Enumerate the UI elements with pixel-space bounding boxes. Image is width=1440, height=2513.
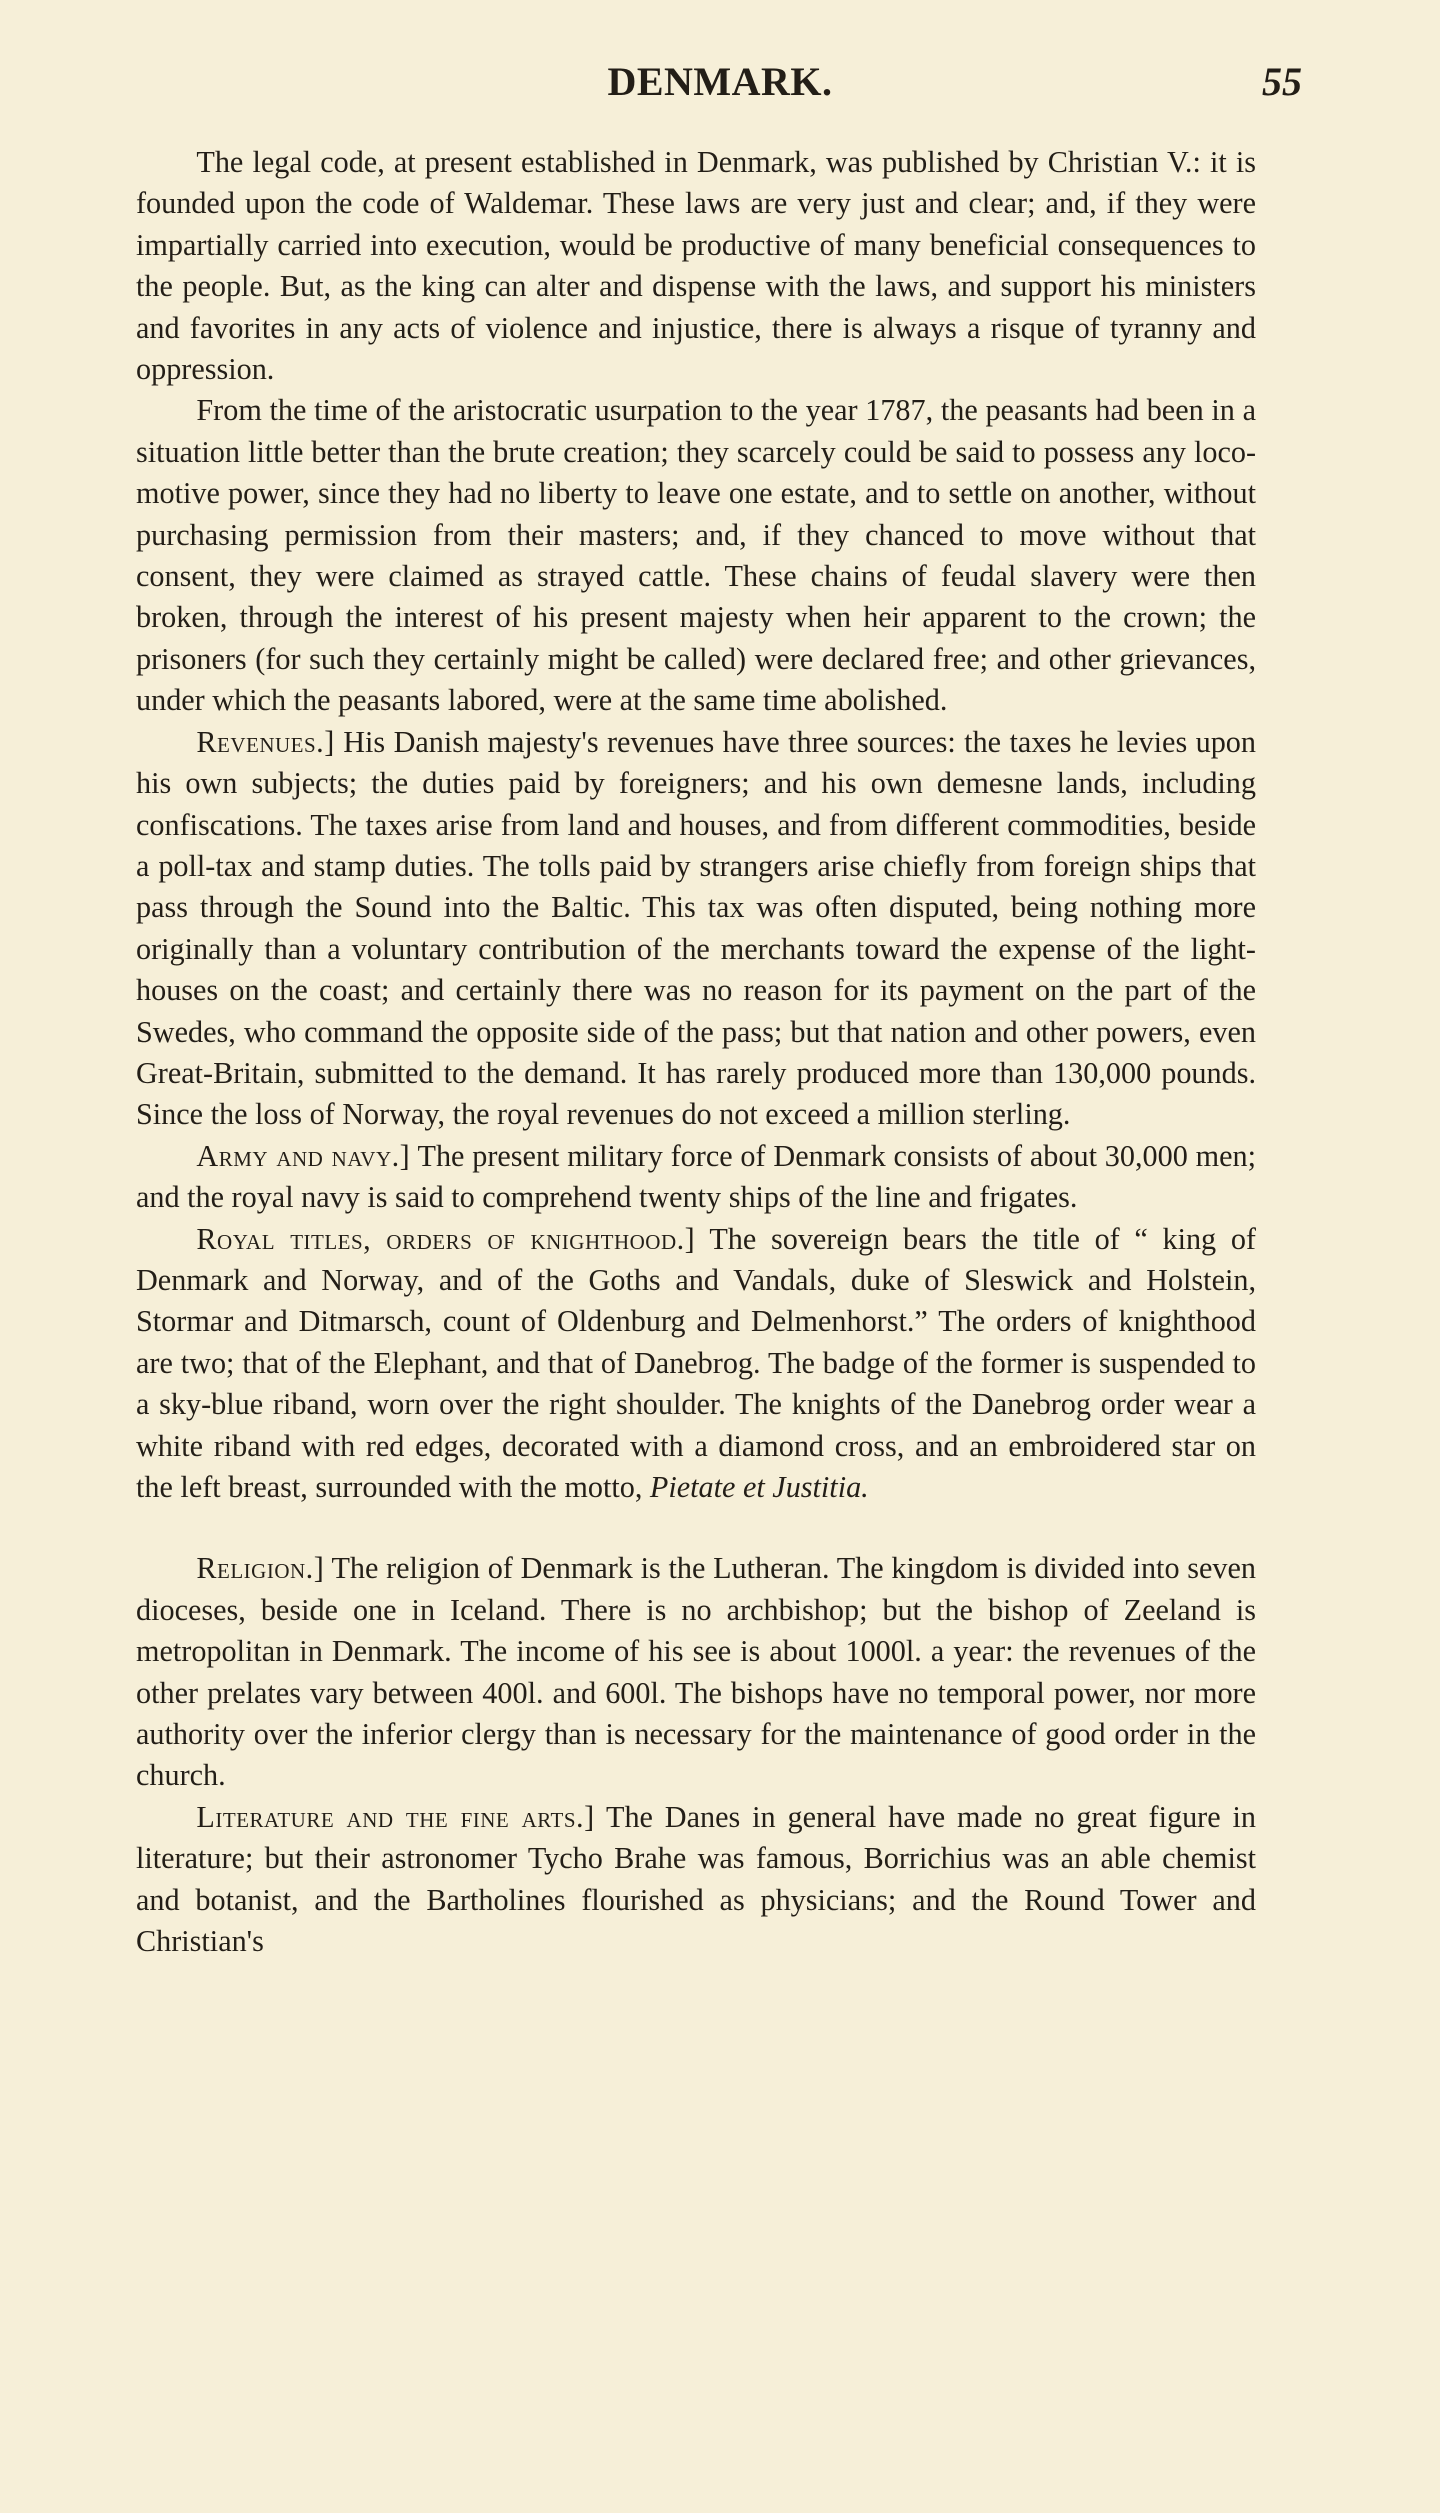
body-text [136, 142, 1256, 1962]
page-header [0, 58, 1440, 118]
paragraph-text: The sovereign bears the title of “ king of Denmark and Norway, and of the Goths and Vandals, duke of Sleswick and Holstein, Stormar and Ditmarsch, count of Oldenburg and Delmenhorst.” The orders of knighthood are two; that of the Elephant, and that of Danebrog. The badge of the former is suspended to a sky-blue riband, worn over the right shoulder. The knights of the Danebrog order wear a white riband with red edges, decorated with a diamond cross, and an embroidered star on the left breast, surrounded with the motto, [136, 1221, 1256, 1504]
paragraph-religion [136, 1548, 1256, 1796]
paragraph-literature [136, 1797, 1256, 1963]
section-heading: Literature and the fine arts.] [196, 1799, 595, 1834]
paragraph-text: His Danish majesty's revenues have three sources: the taxes he levies upon his own subjects; the duties paid by foreigners; and his own demesne lands, including confiscations. The taxes arise from land and houses, and from different commodities, beside a poll-tax and stamp duties. The tolls paid by strangers arise chiefly from foreign ships that pass through the Sound into the Baltic. This tax was often disputed, being nothing more originally than a voluntary contribution of the merchants toward the expense of the light-houses on the coast; and certainly there was no reason for its payment on the part of the Swedes, who command the opposite side of the pass; but that nation and other powers, even Great-Britain, submitted to the demand. It has rarely produced more than 130,000 pounds. Since the loss of Norway, the royal revenues do not exceed a million sterling. [136, 724, 1256, 1132]
page-number: 55 [1262, 59, 1302, 104]
running-title: DENMARK. [607, 59, 833, 104]
paragraph-text: From the time of the aristocratic usurpation to the year 1787, the peasants had been in a situation little better than the brute creation; they scarcely could be said to possess any loco-motive power, since they had no liberty to leave one estate, and to settle on another, without purchasing permission from their masters; and, if they chanced to move without that consent, they were claimed as strayed cattle. These chains of feudal slavery were then broken, through the interest of his present majesty when heir apparent to the crown; the prisoners (for such they certainly might be called) were declared free; and other grievances, under which the peasants labored, were at the same time abolished. [136, 393, 1256, 718]
section-heading: Army and navy.] [196, 1138, 411, 1173]
paragraph-peasants [136, 390, 1256, 721]
paragraph-army-navy [136, 1136, 1256, 1219]
section-heading: Revenues.] [196, 724, 335, 759]
paragraph-text: The legal code, at present established in Denmark, was published by Christian V.: it is founded upon the code of Waldemar. These laws are very just and clear; and, if they were impartially carried into execution, would be productive of many beneficial consequences to the people. But, as the king can alter and dispense with the laws, and support his ministers and favorites in any acts of violence and injustice, there is always a risque of tyranny and oppression. [136, 145, 1256, 387]
paragraph-text: The religion of Denmark is the Lutheran. The kingdom is divided into seven dioceses, beside one in Iceland. There is no archbishop; but the bishop of Zeeland is metropolitan in Denmark. The income of his see is about 1000l. a year: the revenues of the other prelates vary between 400l. and 600l. The bishops have no temporal power, nor more authority over the inferior clergy than is necessary for the maintenance of good order in the church. [136, 1551, 1256, 1793]
paragraph-royal-titles [136, 1219, 1256, 1509]
section-heading: Royal titles, orders of knighthood.] [196, 1221, 696, 1256]
paragraph-text: The Danes in general have made no great figure in literature; but their astronomer Tycho Brahe was famous, Borrichius was an able chemist and botanist, and the Bartholines flourished as physicians; and the Round Tower and Christian's [136, 1799, 1256, 1959]
paragraph-revenues [136, 722, 1256, 1136]
section-heading: Religion.] [196, 1551, 325, 1586]
motto-italic: Pietate et Justitia. [649, 1470, 869, 1504]
paragraph-legal-code [136, 142, 1256, 390]
paragraph-text: The present military force of Denmark consists of about 30,000 men; and the royal navy is said to comprehend twenty ships of the line and frigates. [136, 1138, 1256, 1215]
